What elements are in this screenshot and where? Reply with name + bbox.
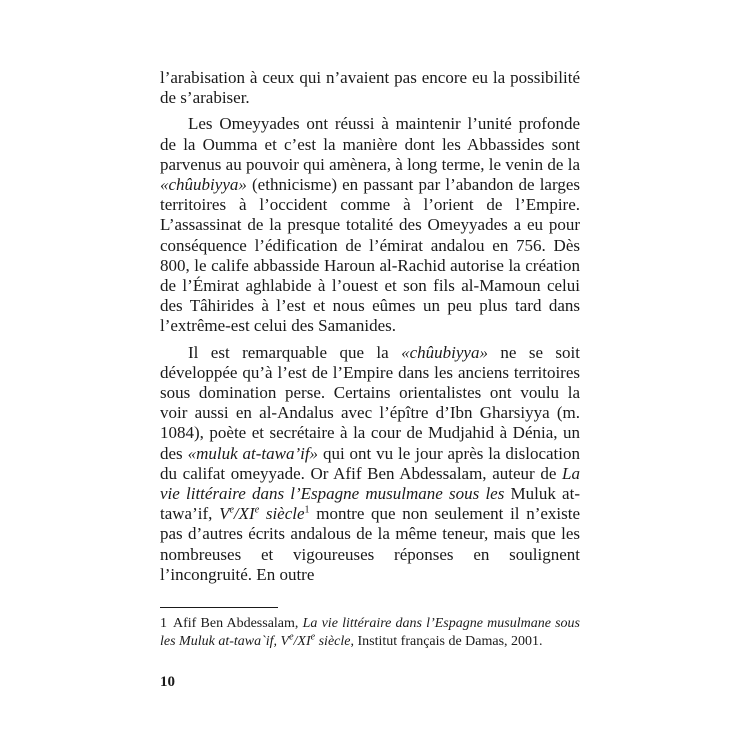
text-run: l’arabisation à ceux qui n’avaient pas encore eu la possibilité de s’arabiser. <box>160 68 580 108</box>
footnote-number: 1 <box>160 616 167 632</box>
text-run: qui ont vu le jour après la dislocation du califat omeyyade. Or Afif Ben Abdessalam, auteur de <box>160 443 580 483</box>
body-text <box>160 68 580 585</box>
text-run: Muluk at-tawa’if, <box>160 484 580 524</box>
text-run: Les Omeyyades ont réussi à maintenir l’unité profonde de la Oumma et c’est la manière dont les Abbassides sont parvenus au pouvoir qui amènera, à long terme, le venin de la <box>160 114 580 174</box>
paragraph <box>160 68 580 108</box>
paragraph <box>160 343 580 585</box>
text-run: ne se soit développée qu’à l’est de l’Empire dans les anciens territoires sous domination perse. Certains orientalistes ont voulu la voir aussi en al-Andalus avec l’épître d’Ibn Gharsiyya (m. 1084), poète et secrétaire à la cour de Mudjahid à Dénia, un des <box>160 342 580 463</box>
text-run: Il est remarquable que la <box>188 342 402 362</box>
footnote <box>160 615 580 651</box>
italic-text: siècle <box>315 634 351 650</box>
text-run: (ethnicisme) en passant par l’abandon de larges territoires à l’occident comme à l’orient de l’Empire. L’assassinat de la presque totalité des Omeyyades a eu pour conséquence l’édification de l’émirat andalou en 756. Dès 800, le calife abbasside Haroun al-Rachid autorise la création de l’Émirat aghlabide à l’ouest et son fils al-Mamoun celui des Tâhirides à l’est et nous eûmes un peu plus tard dans l’extrême-est celui des Samanides. <box>160 175 580 336</box>
text-run: , Institut français de Damas, 2001. <box>350 634 543 650</box>
italic-text: siècle <box>259 504 305 524</box>
italic-text: La vie littéraire dans l’Espagne musulmane sous les <box>160 463 580 504</box>
italic-text: e <box>254 504 260 516</box>
italic-text: e <box>289 631 294 643</box>
footnote-text <box>160 616 580 649</box>
paragraph <box>160 114 580 336</box>
text-run: 1 <box>304 504 310 516</box>
italic-text: V <box>219 504 230 524</box>
italic-text: «chûubiyya» <box>401 342 488 362</box>
italic-text: La vie littéraire dans l’Espagne musulmane sous les Muluk at-tawa`if, V <box>160 616 580 650</box>
italic-text: «muluk at-tawa’if» <box>187 443 319 463</box>
text-run: Afif Ben Abdessalam, <box>173 616 303 632</box>
text-run: montre que non seulement il n’existe pas d’autres écrits andalous de la même teneur, mais que les nombreuses et vigoureuses réponses en soulignent l’incongruité. En outre <box>160 504 581 584</box>
italic-text: e <box>310 631 316 643</box>
footnote-separator <box>160 607 278 608</box>
italic-text: /XI <box>233 504 255 524</box>
italic-text: e <box>229 504 234 516</box>
italic-text: «chûubiyya» <box>160 175 247 195</box>
book-page <box>160 68 580 651</box>
page-number: 10 <box>160 674 175 690</box>
italic-text: /XI <box>293 634 311 650</box>
